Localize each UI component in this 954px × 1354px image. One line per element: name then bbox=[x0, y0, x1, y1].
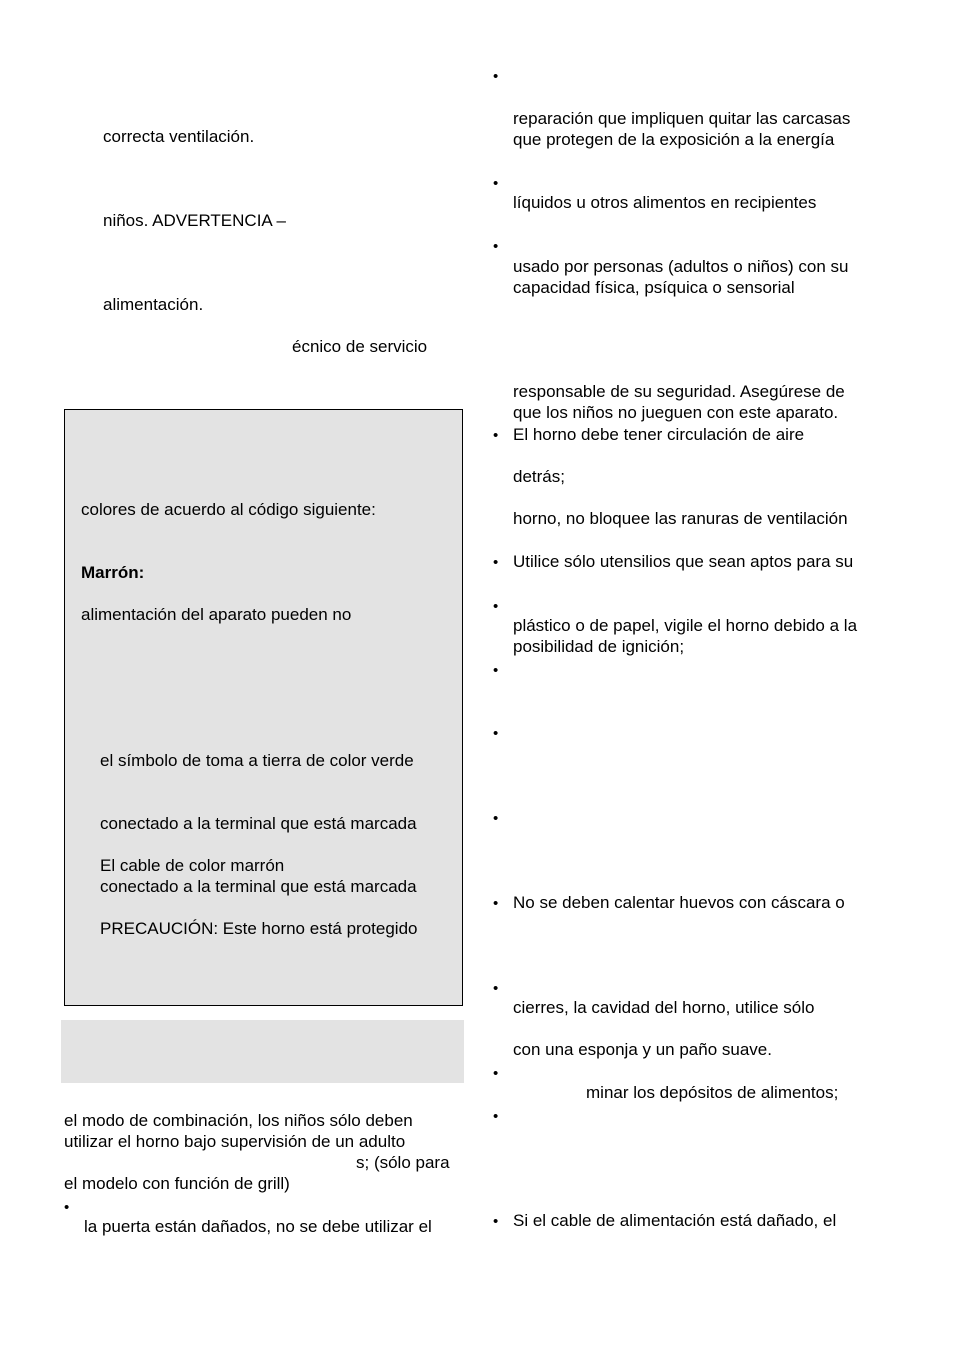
text-line: plástico o de papel, vigile el horno debido a la bbox=[513, 616, 858, 635]
text-line: cierres, la cavidad del horno, utilice sólo bbox=[513, 998, 815, 1017]
bullet: • bbox=[493, 598, 499, 615]
bullet: • bbox=[493, 895, 499, 912]
text-line: alimentación. bbox=[103, 295, 204, 314]
text-line: No se deben calentar huevos con cáscara o bbox=[513, 893, 845, 912]
text-line: posibilidad de ignición; bbox=[513, 637, 685, 656]
box-line: alimentación del aparato pueden no bbox=[81, 605, 352, 624]
text-line: detrás; bbox=[513, 467, 565, 486]
bullet: • bbox=[493, 175, 499, 192]
text-line: utilizar el horno bajo supervisión de un adulto bbox=[64, 1132, 406, 1151]
bullet: • bbox=[493, 980, 499, 997]
bullet: • bbox=[493, 68, 499, 85]
text-line: niños. ADVERTENCIA – bbox=[103, 211, 286, 230]
text-line: s; (sólo para bbox=[356, 1153, 450, 1172]
gray-banner bbox=[61, 1020, 464, 1083]
text-line: reparación que impliquen quitar las carcasas bbox=[513, 109, 851, 128]
box-line: colores de acuerdo al código siguiente: bbox=[81, 500, 376, 519]
text-line: la puerta están dañados, no se debe utilizar el bbox=[84, 1217, 432, 1236]
bullet: • bbox=[64, 1199, 70, 1216]
bullet: • bbox=[493, 1108, 499, 1125]
text-line: écnico de servicio bbox=[292, 337, 428, 356]
bullet: • bbox=[493, 238, 499, 255]
box-label-brown: Marrón: bbox=[81, 563, 145, 582]
bullet: • bbox=[493, 427, 499, 444]
text-line: que los niños no jueguen con este aparato. bbox=[513, 403, 839, 422]
text-line: minar los depósitos de alimentos; bbox=[586, 1083, 839, 1102]
text-line: horno, no bloquee las ranuras de ventilación bbox=[513, 509, 848, 528]
box-line: conectado a la terminal que está marcada bbox=[100, 814, 417, 833]
text-line: el modelo con función de grill) bbox=[64, 1174, 290, 1193]
text-line: Utilice sólo utensilios que sean aptos para su bbox=[513, 552, 854, 571]
bullet: • bbox=[493, 725, 499, 742]
text-line: correcta ventilación. bbox=[103, 127, 255, 146]
box-line: el símbolo de toma a tierra de color verde bbox=[100, 751, 414, 770]
text-line: líquidos u otros alimentos en recipientes bbox=[513, 193, 817, 212]
bullet: • bbox=[493, 1213, 499, 1230]
text-line: responsable de su seguridad. Asegúrese de bbox=[513, 382, 845, 401]
bullet: • bbox=[493, 554, 499, 571]
text-line: que protegen de la exposición a la energía bbox=[513, 130, 835, 149]
text-line: con una esponja y un paño suave. bbox=[513, 1040, 772, 1059]
bullet: • bbox=[493, 662, 499, 679]
box-line: El cable de color marrón bbox=[100, 856, 285, 875]
text-line: Si el cable de alimentación está dañado, el bbox=[513, 1211, 837, 1230]
text-line: usado por personas (adultos o niños) con su bbox=[513, 257, 849, 276]
box-line: conectado a la terminal que está marcada bbox=[100, 877, 417, 896]
bullet: • bbox=[493, 810, 499, 827]
text-line: El horno debe tener circulación de aire bbox=[513, 425, 805, 444]
text-line: el modo de combinación, los niños sólo deben bbox=[64, 1111, 413, 1130]
box-caution-line: PRECAUCIÓN: Este horno está protegido bbox=[100, 919, 418, 938]
bullet: • bbox=[493, 1065, 499, 1082]
text-line: capacidad física, psíquica o sensorial bbox=[513, 278, 795, 297]
